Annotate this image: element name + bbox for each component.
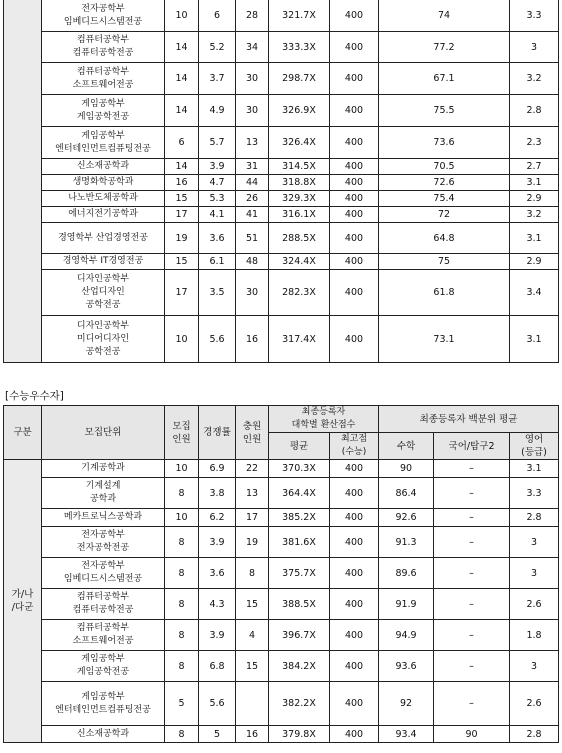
unit-cell: 전자공학부 임베디드시스템전공 [42, 0, 165, 32]
english-grade-cell: 2.6 [510, 682, 559, 726]
percentile-cell: 67.1 [379, 63, 510, 95]
rate-cell: 4.3 [199, 589, 236, 620]
unit-cell: 경영학부 IT경영전공 [42, 254, 165, 270]
average-score-cell: 382.2X [269, 682, 330, 726]
korean-inquiry-cell: – [434, 651, 510, 682]
unit-cell: 메카트로닉스공학과 [42, 509, 165, 527]
average-score-cell: 314.5X [269, 159, 330, 175]
english-grade-cell: 2.8 [510, 509, 559, 527]
unit-cell: 컴퓨터공학부 소프트웨어전공 [42, 620, 165, 651]
average-score-cell: 370.3X [269, 460, 330, 478]
average-score-cell: 326.9X [269, 95, 330, 127]
unit-cell: 게임공학부 엔터테인먼트컴퓨팅전공 [42, 682, 165, 726]
math-cell: 93.6 [379, 651, 434, 682]
percentile-cell: 75.4 [379, 191, 510, 207]
quota-cell: 14 [165, 95, 199, 127]
unit-cell: 신소재공학과 [42, 726, 165, 743]
enrolled-cell: 16 [236, 316, 269, 363]
quota-cell: 14 [165, 159, 199, 175]
max-score-cell: 400 [330, 682, 379, 726]
max-score-cell: 400 [330, 316, 379, 363]
max-score-cell: 400 [330, 527, 379, 558]
quota-cell: 15 [165, 254, 199, 270]
average-score-cell: 364.4X [269, 478, 330, 509]
header-korean-inquiry: 국어/탐구2 [434, 433, 510, 460]
rate-cell: 3.6 [199, 558, 236, 589]
table-row [4, 0, 559, 32]
enrolled-cell: 15 [236, 651, 269, 682]
grade-cell: 3.3 [510, 0, 559, 32]
enrolled-cell: 28 [236, 0, 269, 32]
table-row [4, 509, 559, 527]
quota-cell: 5 [165, 682, 199, 726]
max-score-cell: 400 [330, 254, 379, 270]
rate-cell: 5.7 [199, 127, 236, 159]
header-max: 최고점 (수능) [330, 433, 379, 460]
quota-cell: 19 [165, 223, 199, 254]
quota-cell: 10 [165, 316, 199, 363]
table-row [4, 270, 559, 316]
korean-inquiry-cell: – [434, 620, 510, 651]
unit-cell: 컴퓨터공학부 소프트웨어전공 [42, 63, 165, 95]
table-row [4, 682, 559, 726]
unit-cell: 컴퓨터공학부 컴퓨터공학전공 [42, 32, 165, 63]
rate-cell: 3.9 [199, 159, 236, 175]
grade-cell: 3.2 [510, 63, 559, 95]
header-enrolled: 충원 인원 [236, 406, 269, 460]
quota-cell: 10 [165, 460, 199, 478]
enrolled-cell: 8 [236, 558, 269, 589]
quota-cell: 8 [165, 527, 199, 558]
math-cell: 93.4 [379, 726, 434, 743]
korean-inquiry-cell: – [434, 527, 510, 558]
enrolled-cell: 26 [236, 191, 269, 207]
enrolled-cell: 30 [236, 270, 269, 316]
quota-cell: 15 [165, 191, 199, 207]
average-score-cell: 381.6X [269, 527, 330, 558]
table-row [4, 726, 559, 743]
english-grade-cell: 2.8 [510, 726, 559, 743]
english-grade-cell: 2.6 [510, 589, 559, 620]
unit-cell: 게임공학부 엔터테인먼트컴퓨팅전공 [42, 127, 165, 159]
rate-cell: 3.9 [199, 527, 236, 558]
table-row [4, 651, 559, 682]
rate-cell: 3.5 [199, 270, 236, 316]
quota-cell: 17 [165, 207, 199, 223]
unit-cell: 에너지전기공학과 [42, 207, 165, 223]
percentile-cell: 72.6 [379, 175, 510, 191]
percentile-cell: 74 [379, 0, 510, 32]
percentile-cell: 70.5 [379, 159, 510, 175]
korean-inquiry-cell: – [434, 509, 510, 527]
group-cell [4, 0, 42, 363]
average-score-cell: 324.4X [269, 254, 330, 270]
percentile-cell: 77.2 [379, 32, 510, 63]
enrolled-cell: 48 [236, 254, 269, 270]
korean-inquiry-cell: – [434, 682, 510, 726]
rate-cell: 4.7 [199, 175, 236, 191]
max-score-cell: 400 [330, 95, 379, 127]
rate-cell: 5.2 [199, 32, 236, 63]
grade-cell: 3.1 [510, 223, 559, 254]
max-score-cell: 400 [330, 159, 379, 175]
quota-cell: 14 [165, 32, 199, 63]
average-score-cell: 385.2X [269, 509, 330, 527]
max-score-cell: 400 [330, 223, 379, 254]
percentile-cell: 73.1 [379, 316, 510, 363]
average-score-cell: 298.7X [269, 63, 330, 95]
table-row [4, 175, 559, 191]
english-grade-cell: 3.3 [510, 478, 559, 509]
average-score-cell: 321.7X [269, 0, 330, 32]
percentile-cell: 64.8 [379, 223, 510, 254]
table-row [4, 32, 559, 63]
unit-cell: 기계공학과 [42, 460, 165, 478]
enrolled-cell: 22 [236, 460, 269, 478]
unit-cell: 전자공학부 임베디드시스템전공 [42, 558, 165, 589]
unit-cell: 경영학부 산업경영전공 [42, 223, 165, 254]
grade-cell: 3.1 [510, 175, 559, 191]
unit-cell: 생명화학공학과 [42, 175, 165, 191]
grade-cell: 3.4 [510, 270, 559, 316]
math-cell: 94.9 [379, 620, 434, 651]
group-label: 가/나 /다군 [4, 460, 42, 743]
grade-cell: 3.2 [510, 207, 559, 223]
table-row [4, 254, 559, 270]
max-score-cell: 400 [330, 127, 379, 159]
math-cell: 91.9 [379, 589, 434, 620]
korean-inquiry-cell: – [434, 589, 510, 620]
enrolled-cell: 31 [236, 159, 269, 175]
header-unit: 모집단위 [42, 406, 165, 460]
max-score-cell: 400 [330, 620, 379, 651]
english-grade-cell: 1.8 [510, 620, 559, 651]
header-english: 영어 (등급) [510, 433, 559, 460]
math-cell: 92.6 [379, 509, 434, 527]
unit-cell: 디자인공학부 미디어디자인 공학전공 [42, 316, 165, 363]
max-score-cell: 400 [330, 0, 379, 32]
math-cell: 92 [379, 682, 434, 726]
max-score-cell: 400 [330, 726, 379, 743]
quota-cell: 17 [165, 270, 199, 316]
header-quota: 모집 인원 [165, 406, 199, 460]
enrolled-cell: 19 [236, 527, 269, 558]
math-cell: 89.6 [379, 558, 434, 589]
header-average: 평균 [269, 433, 330, 460]
rate-cell: 5.6 [199, 316, 236, 363]
max-score-cell: 400 [330, 63, 379, 95]
enrolled-cell: 44 [236, 175, 269, 191]
percentile-cell: 75.5 [379, 95, 510, 127]
table-row [4, 127, 559, 159]
quota-cell: 10 [165, 0, 199, 32]
max-score-cell: 400 [330, 270, 379, 316]
korean-inquiry-cell: – [434, 460, 510, 478]
table-row [4, 63, 559, 95]
table-row [4, 589, 559, 620]
quota-cell: 8 [165, 651, 199, 682]
average-score-cell: 317.4X [269, 316, 330, 363]
table-row [4, 223, 559, 254]
quota-cell: 8 [165, 478, 199, 509]
enrolled-cell: 34 [236, 32, 269, 63]
english-grade-cell: 3 [510, 527, 559, 558]
average-score-cell: 326.4X [269, 127, 330, 159]
average-score-cell: 288.5X [269, 223, 330, 254]
rate-cell: 6 [199, 0, 236, 32]
unit-cell: 컴퓨터공학부 컴퓨터공학전공 [42, 589, 165, 620]
percentile-cell: 72 [379, 207, 510, 223]
unit-cell: 기계설계 공학과 [42, 478, 165, 509]
enrolled-cell: 30 [236, 95, 269, 127]
max-score-cell: 400 [330, 191, 379, 207]
average-score-cell: 329.3X [269, 191, 330, 207]
grade-cell: 2.9 [510, 191, 559, 207]
grade-cell: 3 [510, 32, 559, 63]
quota-cell: 8 [165, 726, 199, 743]
grade-cell: 2.9 [510, 254, 559, 270]
enrolled-cell: 51 [236, 223, 269, 254]
section-title: [수능우수자] [5, 390, 64, 402]
quota-cell: 8 [165, 558, 199, 589]
max-score-cell: 400 [330, 558, 379, 589]
table-row [4, 620, 559, 651]
header-group: 구분 [4, 406, 42, 460]
quota-cell: 14 [165, 63, 199, 95]
english-grade-cell: 3 [510, 558, 559, 589]
header-percentile-average: 최종등록자 백분위 평균 [379, 406, 559, 433]
unit-cell: 디자인공학부 산업디자인 공학전공 [42, 270, 165, 316]
grade-cell: 2.8 [510, 95, 559, 127]
max-score-cell: 400 [330, 32, 379, 63]
max-score-cell: 400 [330, 460, 379, 478]
rate-cell: 5 [199, 726, 236, 743]
max-score-cell: 400 [330, 478, 379, 509]
average-score-cell: 316.1X [269, 207, 330, 223]
enrolled-cell [236, 682, 269, 726]
korean-inquiry-cell: – [434, 558, 510, 589]
quota-cell: 10 [165, 509, 199, 527]
math-cell: 91.3 [379, 527, 434, 558]
table-row [4, 191, 559, 207]
grade-cell: 2.3 [510, 127, 559, 159]
max-score-cell: 400 [330, 651, 379, 682]
english-grade-cell: 3 [510, 651, 559, 682]
average-score-cell: 379.8X [269, 726, 330, 743]
table-row [4, 95, 559, 127]
enrolled-cell: 16 [236, 726, 269, 743]
max-score-cell: 400 [330, 207, 379, 223]
rate-cell: 6.1 [199, 254, 236, 270]
enrolled-cell: 13 [236, 127, 269, 159]
average-score-cell: 375.7X [269, 558, 330, 589]
table-row [4, 207, 559, 223]
quota-cell: 6 [165, 127, 199, 159]
english-grade-cell: 3.1 [510, 460, 559, 478]
average-score-cell: 318.8X [269, 175, 330, 191]
table-row [4, 527, 559, 558]
suneung-admission-table [3, 405, 559, 743]
table-row [4, 478, 559, 509]
korean-inquiry-cell: – [434, 478, 510, 509]
quota-cell: 16 [165, 175, 199, 191]
rate-cell: 6.9 [199, 460, 236, 478]
max-score-cell: 400 [330, 509, 379, 527]
korean-inquiry-cell: 90 [434, 726, 510, 743]
rate-cell: 6.8 [199, 651, 236, 682]
enrolled-cell: 15 [236, 589, 269, 620]
rate-cell: 3.8 [199, 478, 236, 509]
header-math: 수학 [379, 433, 434, 460]
rate-cell: 3.9 [199, 620, 236, 651]
math-cell: 90 [379, 460, 434, 478]
header-rate: 경쟁률 [199, 406, 236, 460]
rate-cell: 3.7 [199, 63, 236, 95]
average-score-cell: 388.5X [269, 589, 330, 620]
quota-cell: 8 [165, 620, 199, 651]
table-row [4, 558, 559, 589]
top-admission-table [3, 0, 559, 363]
rate-cell: 6.2 [199, 509, 236, 527]
rate-cell: 5.6 [199, 682, 236, 726]
unit-cell: 전자공학부 전자공학전공 [42, 527, 165, 558]
table-row [4, 460, 559, 478]
percentile-cell: 75 [379, 254, 510, 270]
enrolled-cell: 30 [236, 63, 269, 95]
enrolled-cell: 4 [236, 620, 269, 651]
unit-cell: 게임공학부 게임공학전공 [42, 651, 165, 682]
percentile-cell: 61.8 [379, 270, 510, 316]
header-converted-score: 최종등록자 대학별 환산점수 [269, 406, 379, 433]
average-score-cell: 396.7X [269, 620, 330, 651]
quota-cell: 8 [165, 589, 199, 620]
unit-cell: 나노반도체공학과 [42, 191, 165, 207]
table-row [4, 159, 559, 175]
max-score-cell: 400 [330, 589, 379, 620]
average-score-cell: 333.3X [269, 32, 330, 63]
rate-cell: 5.3 [199, 191, 236, 207]
rate-cell: 3.6 [199, 223, 236, 254]
unit-cell: 게임공학부 게임공학전공 [42, 95, 165, 127]
grade-cell: 3.1 [510, 316, 559, 363]
table-row [4, 316, 559, 363]
enrolled-cell: 41 [236, 207, 269, 223]
average-score-cell: 384.2X [269, 651, 330, 682]
math-cell: 86.4 [379, 478, 434, 509]
rate-cell: 4.9 [199, 95, 236, 127]
unit-cell: 신소재공학과 [42, 159, 165, 175]
rate-cell: 4.1 [199, 207, 236, 223]
grade-cell: 2.7 [510, 159, 559, 175]
enrolled-cell: 13 [236, 478, 269, 509]
enrolled-cell: 17 [236, 509, 269, 527]
max-score-cell: 400 [330, 175, 379, 191]
percentile-cell: 73.6 [379, 127, 510, 159]
average-score-cell: 282.3X [269, 270, 330, 316]
